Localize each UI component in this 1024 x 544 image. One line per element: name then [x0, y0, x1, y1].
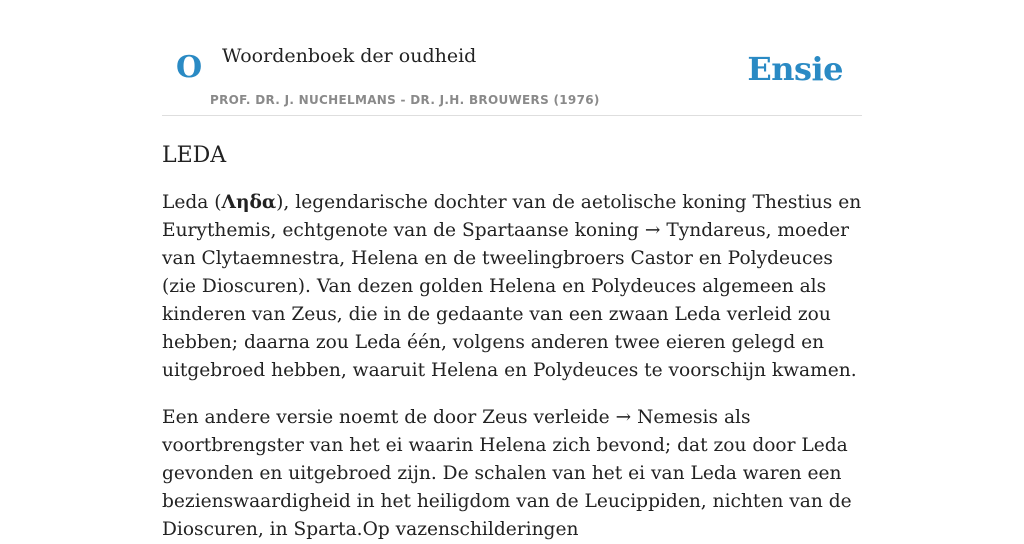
arrow-right-icon: → [644, 220, 661, 241]
greek-name: Ληδα [221, 192, 277, 213]
cross-reference-label: Nemesis [637, 407, 719, 428]
paragraph-text: als voortbrengster van het ei waarin Helena zich bevond; dat zou door Leda gevonden en uitgebroed zijn. De schalen van het ei van Leda waren een bezienswaardigheid in het heiligdom van de Leucippiden, nichten van de Dioscuren, in Sparta.Op vazenschilderingen [162, 407, 852, 540]
entry-title: LEDA [162, 143, 227, 168]
arrow-right-icon: → [615, 407, 632, 428]
cross-reference-label: Tyndareus [666, 220, 766, 241]
paragraph-text: ), legendarische dochter van de aetolische koning Thestius en Eurythemis, echtgenote van de Spartaanse koning [162, 192, 862, 241]
index-letter-link[interactable]: O [176, 50, 203, 85]
paragraph-text: Een andere versie noemt de door Zeus verleide [162, 407, 616, 428]
cross-reference-tyndareus[interactable] [645, 220, 766, 241]
book-title-link[interactable]: Woordenboek der oudheid [222, 45, 477, 67]
ensie-logo-link[interactable]: Ensie [747, 50, 843, 88]
entry-paragraph-1 [162, 189, 862, 385]
cross-reference-nemesis[interactable] [616, 407, 718, 428]
authors-line: PROF. DR. J. NUCHELMANS - DR. J.H. BROUWERS (1976) [210, 93, 600, 107]
page-header [162, 0, 862, 116]
paragraph-text: , moeder van Clytaemnestra, Helena en de tweelingbroers Castor en Polydeuces (zie Dioscuren). Van dezen golden Helena en Polydeuces algemeen als kinderen van Zeus, die in de gedaante van een zwaan Leda verleid zou hebben; daarna zou Leda één, volgens anderen twee eieren gelegd en uitgebroed hebben, waaruit Helena en Polydeuces te voorschijn kwamen. [162, 220, 857, 381]
paragraph-text: Leda ( [162, 192, 222, 213]
page-container [162, 0, 862, 544]
entry-paragraph-2 [162, 404, 862, 544]
